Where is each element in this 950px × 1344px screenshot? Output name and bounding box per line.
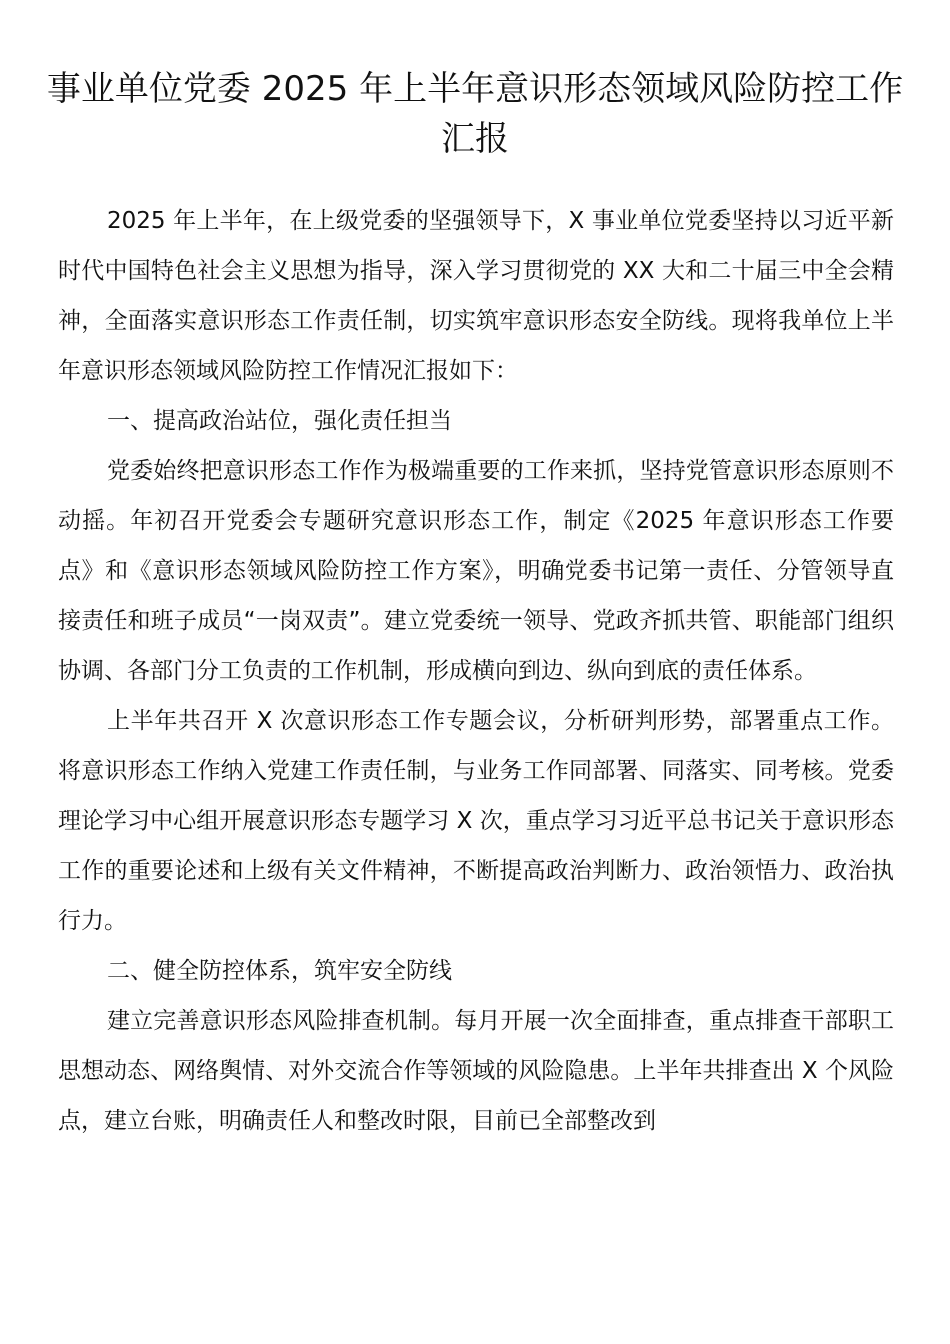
section-heading-1: 一、提高政治站位，强化责任担当 bbox=[107, 408, 452, 434]
section-2-paragraph-1: 建立完善意识形态风险排查机制。每月开展一次全面排查，重点排查干部职工思想动态、网络舆情、对外交流合作等领域的风险隐患。上半年共排查出 X 个风险点，建立台账，明确责任人和整改时限，目前已全部整改到 bbox=[58, 1008, 894, 1134]
section-1-paragraph-2: 上半年共召开 X 次意识形态工作专题会议，分析研判形势，部署重点工作。将意识形态工作纳入党建工作责任制，与业务工作同部署、同落实、同考核。党委理论学习中心组开展意识形态专题学习 X 次，重点学习习近平总书记关于意识形态工作的重要论述和上级有关文件精神，不断提高政治判断力、政治领悟力、政治执行力。 bbox=[58, 708, 894, 934]
section-heading-2: 二、健全防控体系，筑牢安全防线 bbox=[107, 958, 452, 984]
document-title: 事业单位党委 2025 年上半年意识形态领域风险防控工作汇报 bbox=[46, 69, 904, 159]
intro-paragraph: 2025 年上半年，在上级党委的坚强领导下，X 事业单位党委坚持以习近平新时代中国特色社会主义思想为指导，深入学习贯彻党的 XX 大和二十届三中全会精神，全面落实意识形态工作责任制，切实筑牢意识形态安全防线。现将我单位上半年意识形态领域风险防控工作情况汇报如下： bbox=[58, 208, 894, 384]
document-body bbox=[58, 196, 894, 1146]
section-1-paragraph-1: 党委始终把意识形态工作作为极端重要的工作来抓，坚持党管意识形态原则不动摇。年初召开党委会专题研究意识形态工作，制定《2025 年意识形态工作要点》和《意识形态领域风险防控工作方案》，明确党委书记第一责任、分管领导直接责任和班子成员“一岗双责”。建立党委统一领导、党政齐抓共管、职能部门组织协调、各部门分工负责的工作机制，形成横向到边、纵向到底的责任体系。 bbox=[58, 458, 894, 684]
